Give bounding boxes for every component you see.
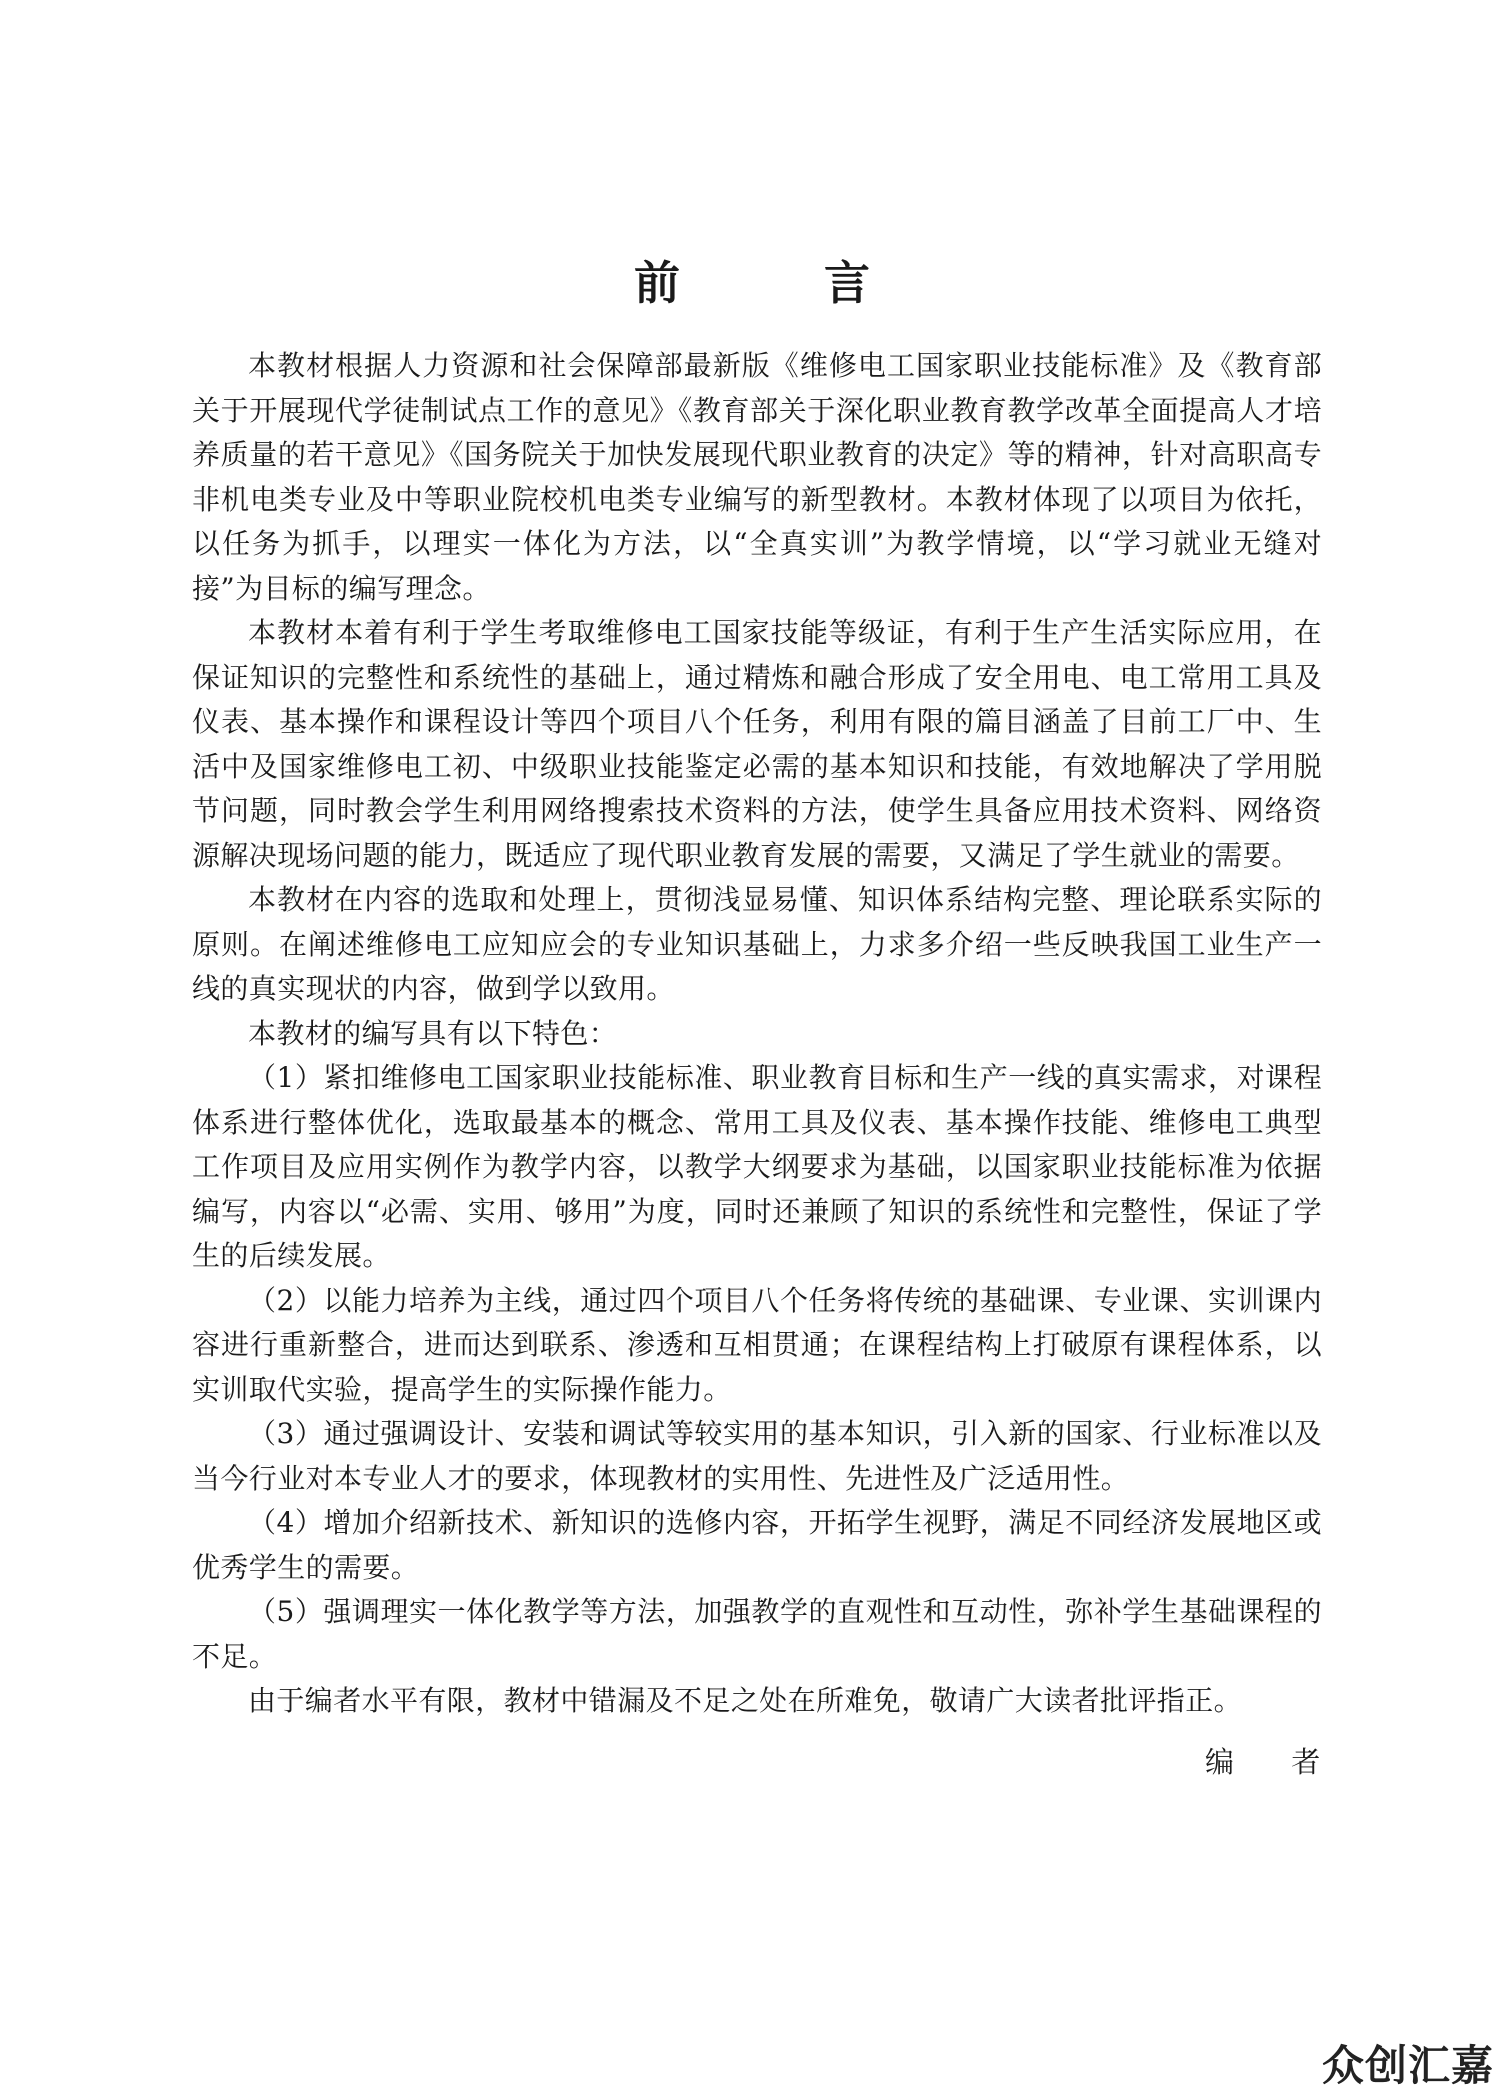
paragraph: 本教材根据人力资源和社会保障部最新版《维修电工国家职业技能标准》及《教育部关于开展现代学徒制试点工作的意见》《教育部关于深化职业教育教学改革全面提高人才培养质量的若干意见》《国务院关于加快发展现代职业教育的决定》等的精神，针对高职高专非机电类专业及中等职业院校机电类专业编写的新型教材。本教材体现了以项目为依托，以任务为抓手，以理实一体化为方法，以“全真实训”为教学情境，以“学习就业无缝对接”为目标的编写理念。: [192, 349, 1322, 605]
paragraph: 本教材的编写具有以下特色：: [248, 1016, 618, 1050]
watermark-logo: 众创汇嘉: [1321, 2041, 1494, 2090]
paragraph: 本教材本着有利于学生考取维修电工国家技能等级证，有利于生产生活实际应用，在保证知识的完整性和系统性的基础上，通过精炼和融合形成了安全用电、电工常用工具及仪表、基本操作和课程设计等四个项目八个任务，利用有限的篇目涵盖了目前工厂中、生活中及国家维修电工初、中级职业技能鉴定必需的基本知识和技能，有效地解决了学用脱节问题，同时教会学生利用网络搜索技术资料的方法，使学生具备应用技术资料、网络资源解决现场问题的能力，既适应了现代职业教育发展的需要，又满足了学生就业的需要。: [192, 616, 1322, 872]
feature-item-2: （2）以能力培养为主线，通过四个项目八个任务将传统的基础课、专业课、实训课内容进行重新整合，进而达到联系、渗透和互相贯通；在课程结构上打破原有课程体系，以实训取代实验，提高学生的实际操作能力。: [192, 1283, 1322, 1406]
preface-body: [192, 344, 1322, 1724]
paragraph: 本教材在内容的选取和处理上，贯彻浅显易懂、知识体系结构完整、理论联系实际的原则。在阐述维修电工应知应会的专业知识基础上，力求多介绍一些反映我国工业生产一线的真实现状的内容，做到学以致用。: [192, 883, 1322, 1005]
feature-item-1: （1）紧扣维修电工国家职业技能标准、职业教育目标和生产一线的真实需求，对课程体系进行整体优化，选取最基本的概念、常用工具及仪表、基本操作技能、维修电工典型工作项目及应用实例作为教学内容，以教学大纲要求为基础，以国家职业技能标准为依据编写，内容以“必需、实用、够用”为度，同时还兼顾了知识的系统性和完整性，保证了学生的后续发展。: [192, 1061, 1322, 1272]
feature-item-5: （5）强调理实一体化教学等方法，加强教学的直观性和互动性，弥补学生基础课程的不足。: [192, 1595, 1322, 1673]
feature-item-3: （3）通过强调设计、安装和调试等较实用的基本知识，引入新的国家、行业标准以及当今行业对本专业人才的要求，体现教材的实用性、先进性及广泛适用性。: [192, 1417, 1322, 1495]
page-title: 前 言: [633, 256, 934, 310]
closing-paragraph: 由于编者水平有限，教材中错漏及不足之处在所难免，敬请广大读者批评指正。: [248, 1684, 1243, 1717]
author-signature: 编 者: [1205, 1745, 1345, 1779]
feature-item-4: （4）增加介绍新技术、新知识的选修内容，开拓学生视野，满足不同经济发展地区或优秀学生的需要。: [192, 1506, 1322, 1584]
